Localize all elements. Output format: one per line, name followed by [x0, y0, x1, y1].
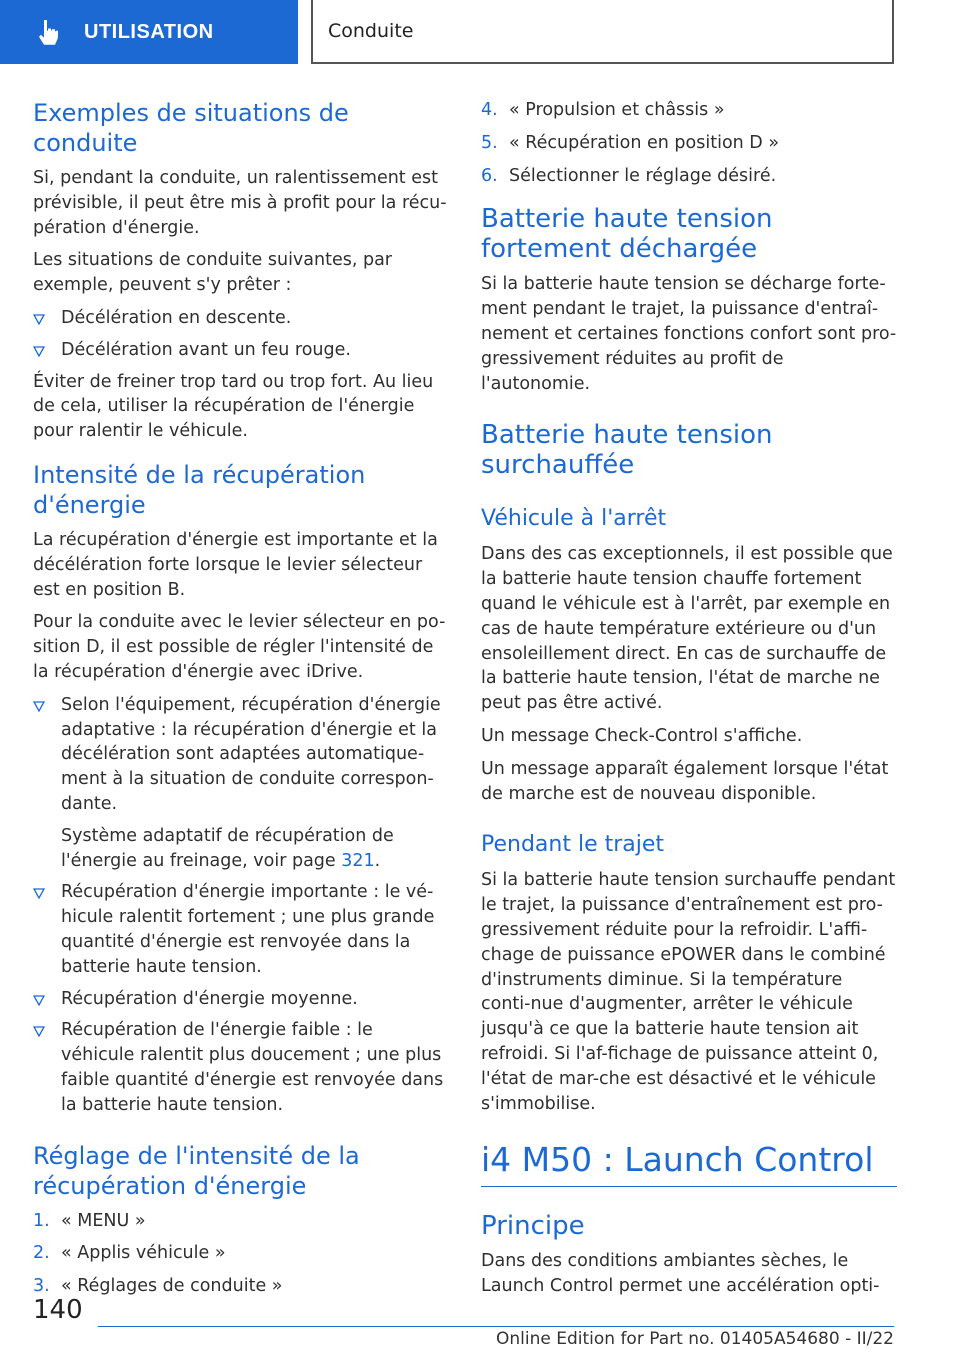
paragraph: Un message Check-Control s'affiche. [481, 725, 803, 746]
paragraph: Un message apparaît également lorsque l'état de marche est de nouveau disponible. [481, 758, 889, 804]
triangle-bullet-icon [33, 888, 45, 899]
paragraph: Si la batterie haute tension se décharge forte-ment pendant le trajet, la puissance d'entraî-nement et certaines fonctions confort sont pro-gressivement réduites au profit de l'autonomie. [481, 274, 897, 394]
step-list [481, 98, 897, 188]
list-item: Récupération d'énergie moyenne. [33, 987, 451, 1012]
triangle-bullet-icon [33, 995, 45, 1006]
list-item: 2. « Applis véhicule » [33, 1243, 226, 1264]
list-item: Selon l'équipement, récupération d'énergie adaptative : la récupération d'énergie et la décélération sont adaptées automatique-ment à la situation de conduite correspon-dante. Système adaptatif de récupération de l'énergie au freinage, voir page 321. [33, 693, 451, 874]
triangle-bullet-icon [33, 314, 45, 325]
paragraph: Pour la conduite avec le levier sélecteur en po-sition D, il est possible de régler l'intensité de la récupération d'énergie avec iDrive. [33, 612, 446, 682]
edition-note: Online Edition for Part no. 01405A54680 - II/22 [495, 1329, 894, 1349]
triangle-bullet-icon [33, 346, 45, 357]
right-column [481, 98, 897, 1299]
step-list [33, 1209, 451, 1299]
left-column [33, 98, 451, 1307]
page-number: 140 [33, 1295, 83, 1325]
chapter-title: Conduite [328, 20, 414, 42]
heading-setting: Réglage de l'intensité de la récupération d'énergie [33, 1141, 360, 1200]
heading-intensity: Intensité de la récupération d'énergie [33, 460, 366, 519]
heading-discharged: Batterie haute tension fortement déchargée [481, 204, 773, 265]
list-item: 4. « Propulsion et châssis » [481, 100, 725, 120]
heading-stationary: Véhicule à l'arrêt [481, 506, 667, 532]
paragraph: Dans des cas exceptionnels, il est possible que la batterie haute tension chauffe fortement quand le véhicule est à l'arrêt, par exemple en cas de haute température extérieure ou d'un ensoleillement direct. En cas de surchauffe de la batterie haute tension, l'état de marche ne peut pas être activé. [481, 544, 893, 714]
paragraph: Éviter de freiner trop tard ou trop fort. Au lieu de cela, utiliser la récupération de l'énergie pour ralentir le véhicule. [33, 371, 434, 442]
heading-principle: Principe [481, 1211, 585, 1242]
hand-pointer-icon [36, 18, 60, 46]
list-item: Décélération en descente. [33, 306, 451, 331]
header-tab [0, 0, 298, 64]
chapter-header [311, 0, 894, 64]
list-item: 3. « Réglages de conduite » [33, 1276, 283, 1297]
list-item: Décélération avant un feu rouge. [33, 338, 451, 363]
bullet-list [33, 306, 451, 363]
heading-overheated: Batterie haute tension surchauffée [481, 420, 773, 481]
paragraph: Si la batterie haute tension surchauffe pendant le trajet, la puissance d'entraînement est pro-gressivement réduite pour la refroidir. L'affi-chage de puissance ePOWER dans le combiné d'instruments diminue. Si la température conti-nue d'augmenter, arrêter le véhicule jusqu'à ce que la batterie haute tension ait refroidi. Si l'af-fichage de puissance atteint 0, l'état de mar-che est désactivé et le véhicule s'immobilise. [481, 870, 896, 1114]
paragraph: Dans des conditions ambiantes sèches, le Launch Control permet une accélération opti- [481, 1251, 880, 1297]
paragraph: La récupération d'énergie est importante et la décélération forte lorsque le levier sélecteur est en position B. [33, 529, 438, 600]
paragraph: Les situations de conduite suivantes, par exemple, peuvent s'y prêter : [33, 250, 392, 296]
triangle-bullet-icon [33, 701, 45, 712]
list-item: 6. Sélectionner le réglage désiré. [481, 165, 777, 186]
page-link[interactable]: 321 [341, 850, 375, 871]
paragraph: Si, pendant la conduite, un ralentissement est prévisible, il peut être mis à profit pour la récu-pération d'énergie. [33, 168, 447, 238]
cross-reference: Système adaptatif de récupération de l'énergie au freinage, voir page 321. [61, 825, 394, 871]
heading-examples: Exemples de situations de conduite [33, 99, 349, 157]
footer-rule [98, 1326, 894, 1327]
list-item: 5. « Récupération en position D » [481, 132, 780, 153]
bullet-list [33, 693, 451, 1118]
triangle-bullet-icon [33, 1026, 45, 1037]
heading-launch-control: i4 M50 : Launch Control [481, 1140, 874, 1180]
list-item: Récupération de l'énergie faible : le véhicule ralentit plus doucement ; une plus faible quantité d'énergie est renvoyée dans la batterie haute tension. [33, 1018, 451, 1117]
heading-driving: Pendant le trajet [481, 832, 665, 858]
list-item: 1. « MENU » [33, 1210, 146, 1231]
section-tab-label: UTILISATION [84, 20, 214, 43]
list-item: Récupération d'énergie importante : le vé-hicule ralentit fortement ; une plus grande quantité d'énergie est renvoyée dans la batterie haute tension. [33, 880, 451, 979]
